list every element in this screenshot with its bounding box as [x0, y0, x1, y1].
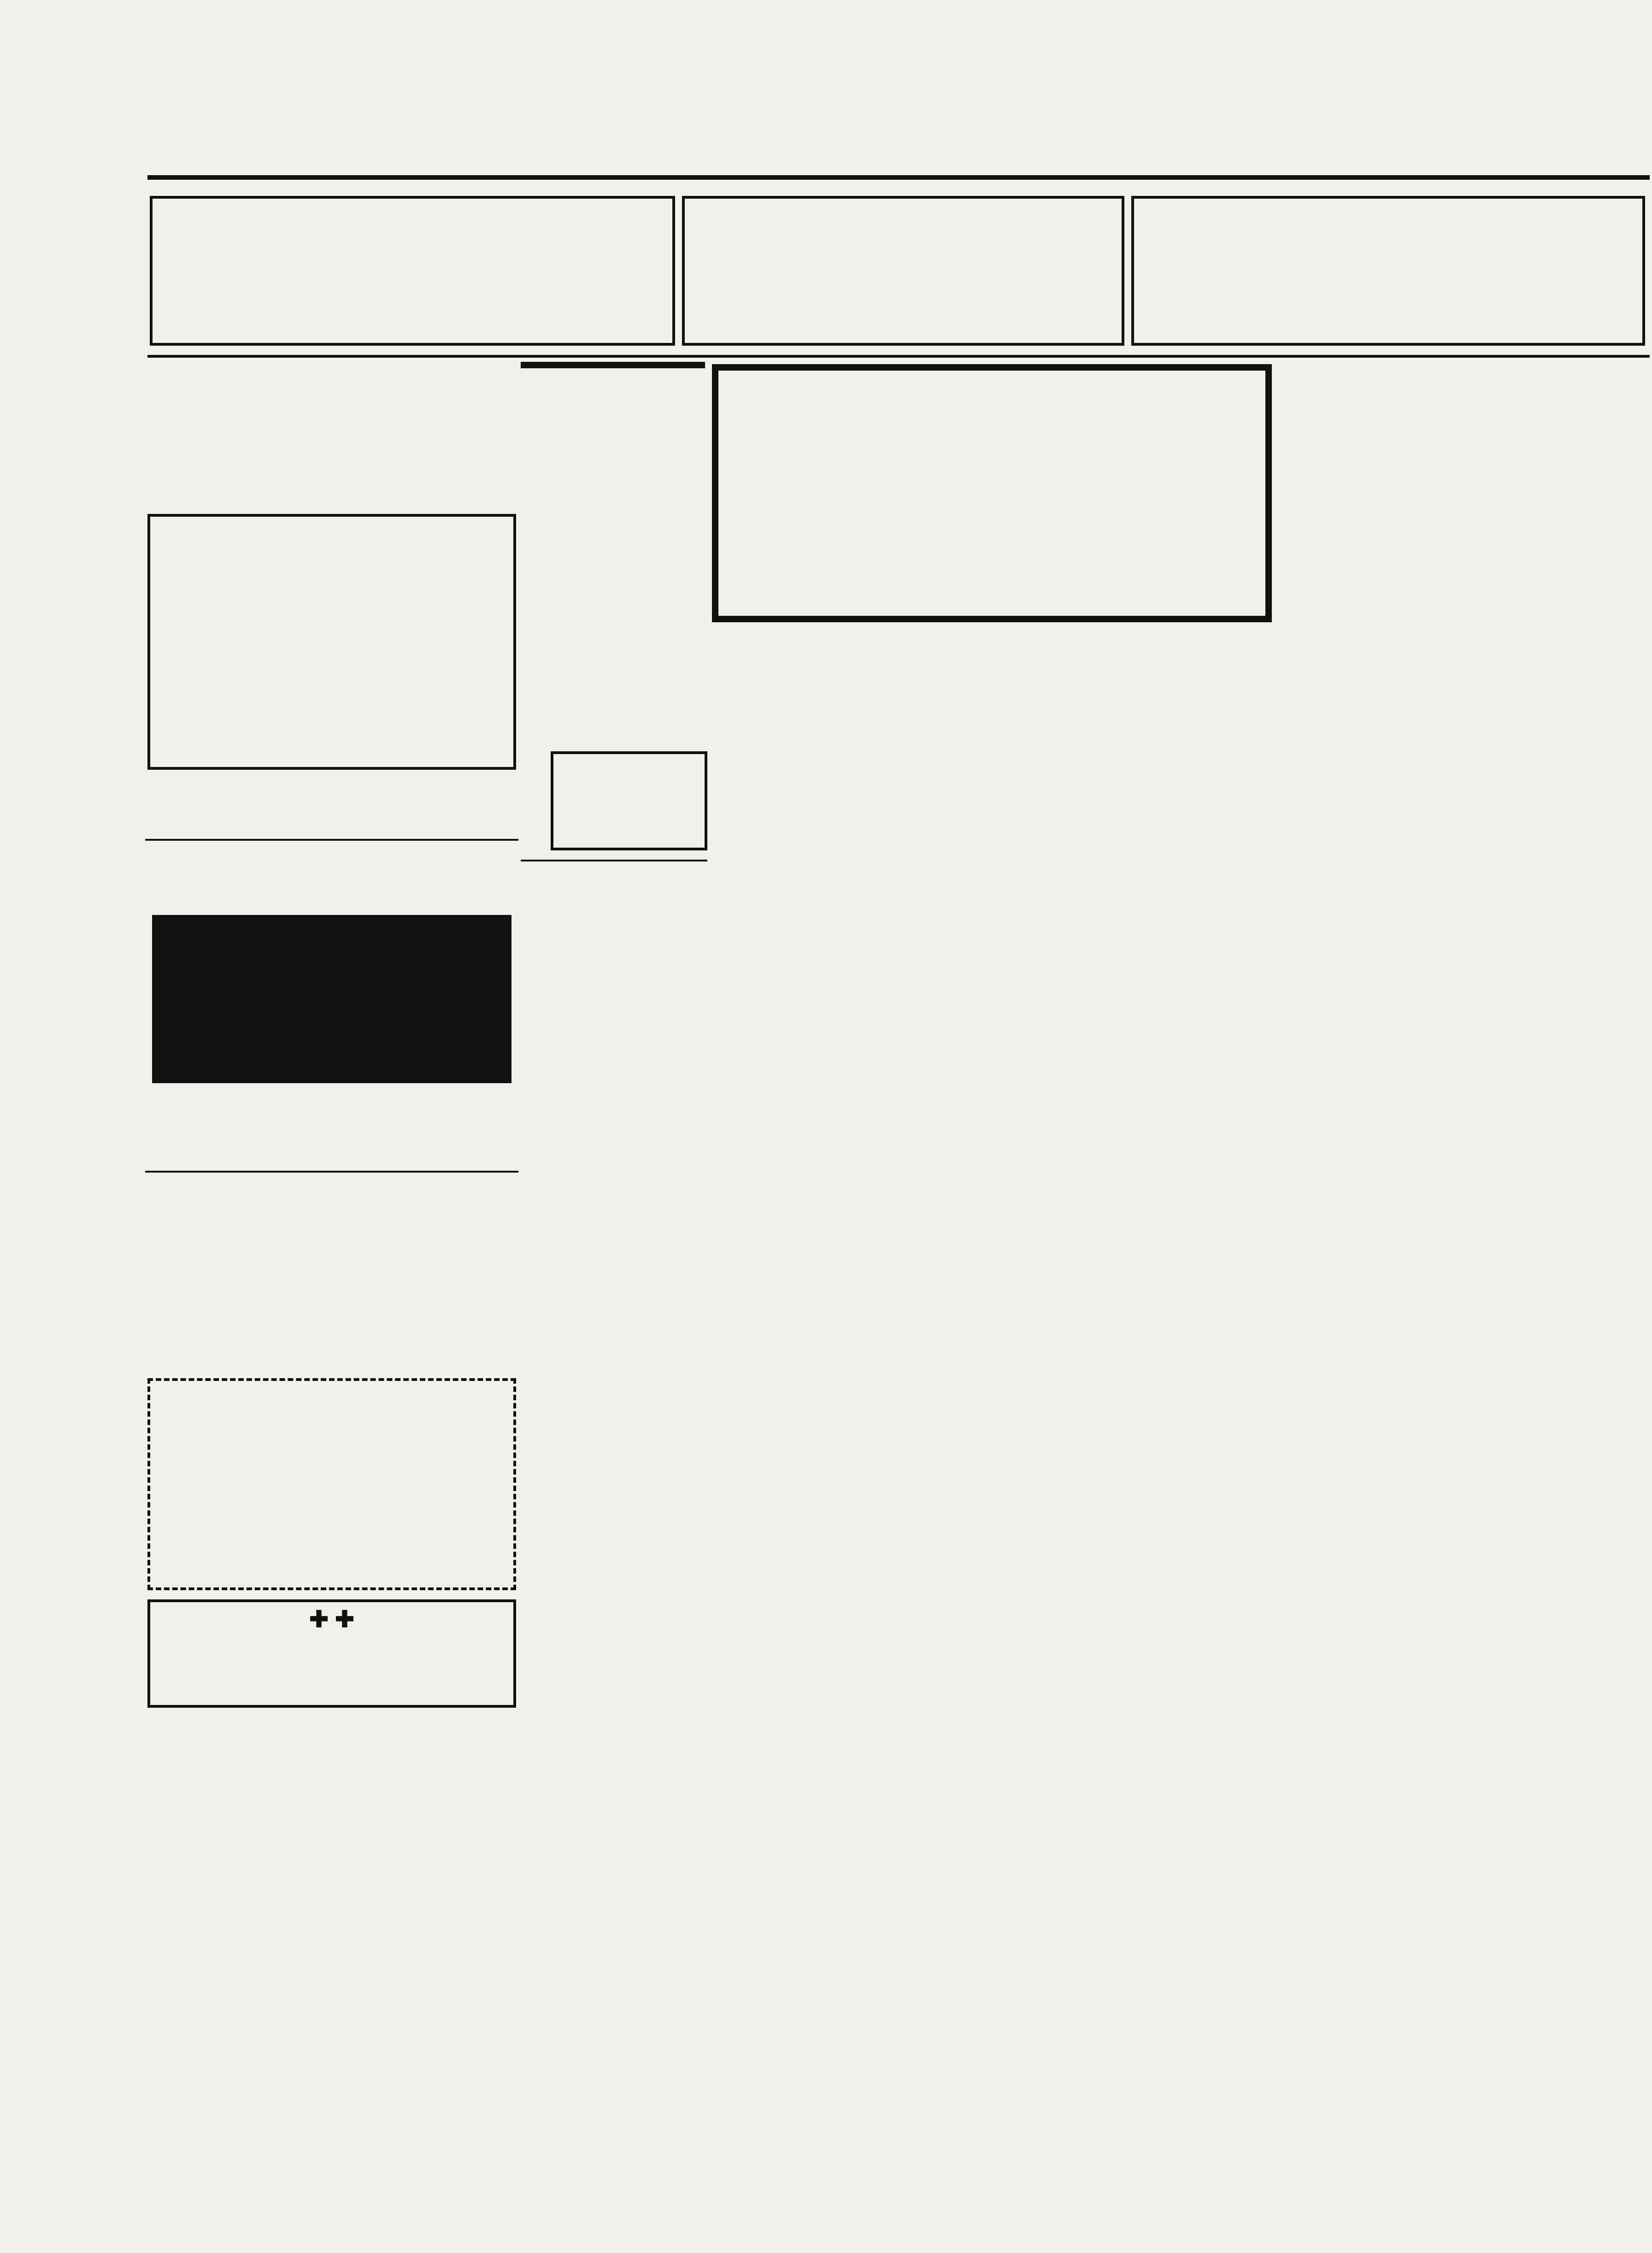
rosen-n	[521, 366, 705, 368]
radio-ad	[145, 362, 518, 500]
damen-s	[521, 860, 707, 861]
rosen-ad	[521, 362, 705, 368]
damen-ad	[521, 860, 707, 861]
cross-icon: ✚	[309, 1606, 329, 1632]
forstdienst-ad	[150, 196, 675, 346]
stark-gasthaus-ad	[145, 779, 518, 795]
traubenwein-ad	[551, 751, 707, 850]
row-rule	[147, 355, 1650, 358]
header-rule	[147, 175, 1650, 180]
leidend-ad	[147, 1599, 516, 1708]
adlerdiele-ad	[145, 839, 518, 841]
try-ad	[152, 915, 511, 1083]
waldheger-schule-ad	[1131, 196, 1645, 346]
cross-icon: ✚	[335, 1606, 354, 1632]
waldhegerschule-text-ad	[682, 196, 1124, 346]
urania-kino-ad	[147, 514, 516, 770]
arzt-ad	[147, 1378, 516, 1590]
projektierung-ad	[145, 1171, 518, 1178]
obituary-ullrich	[712, 364, 1272, 622]
rosen-h	[521, 362, 705, 366]
